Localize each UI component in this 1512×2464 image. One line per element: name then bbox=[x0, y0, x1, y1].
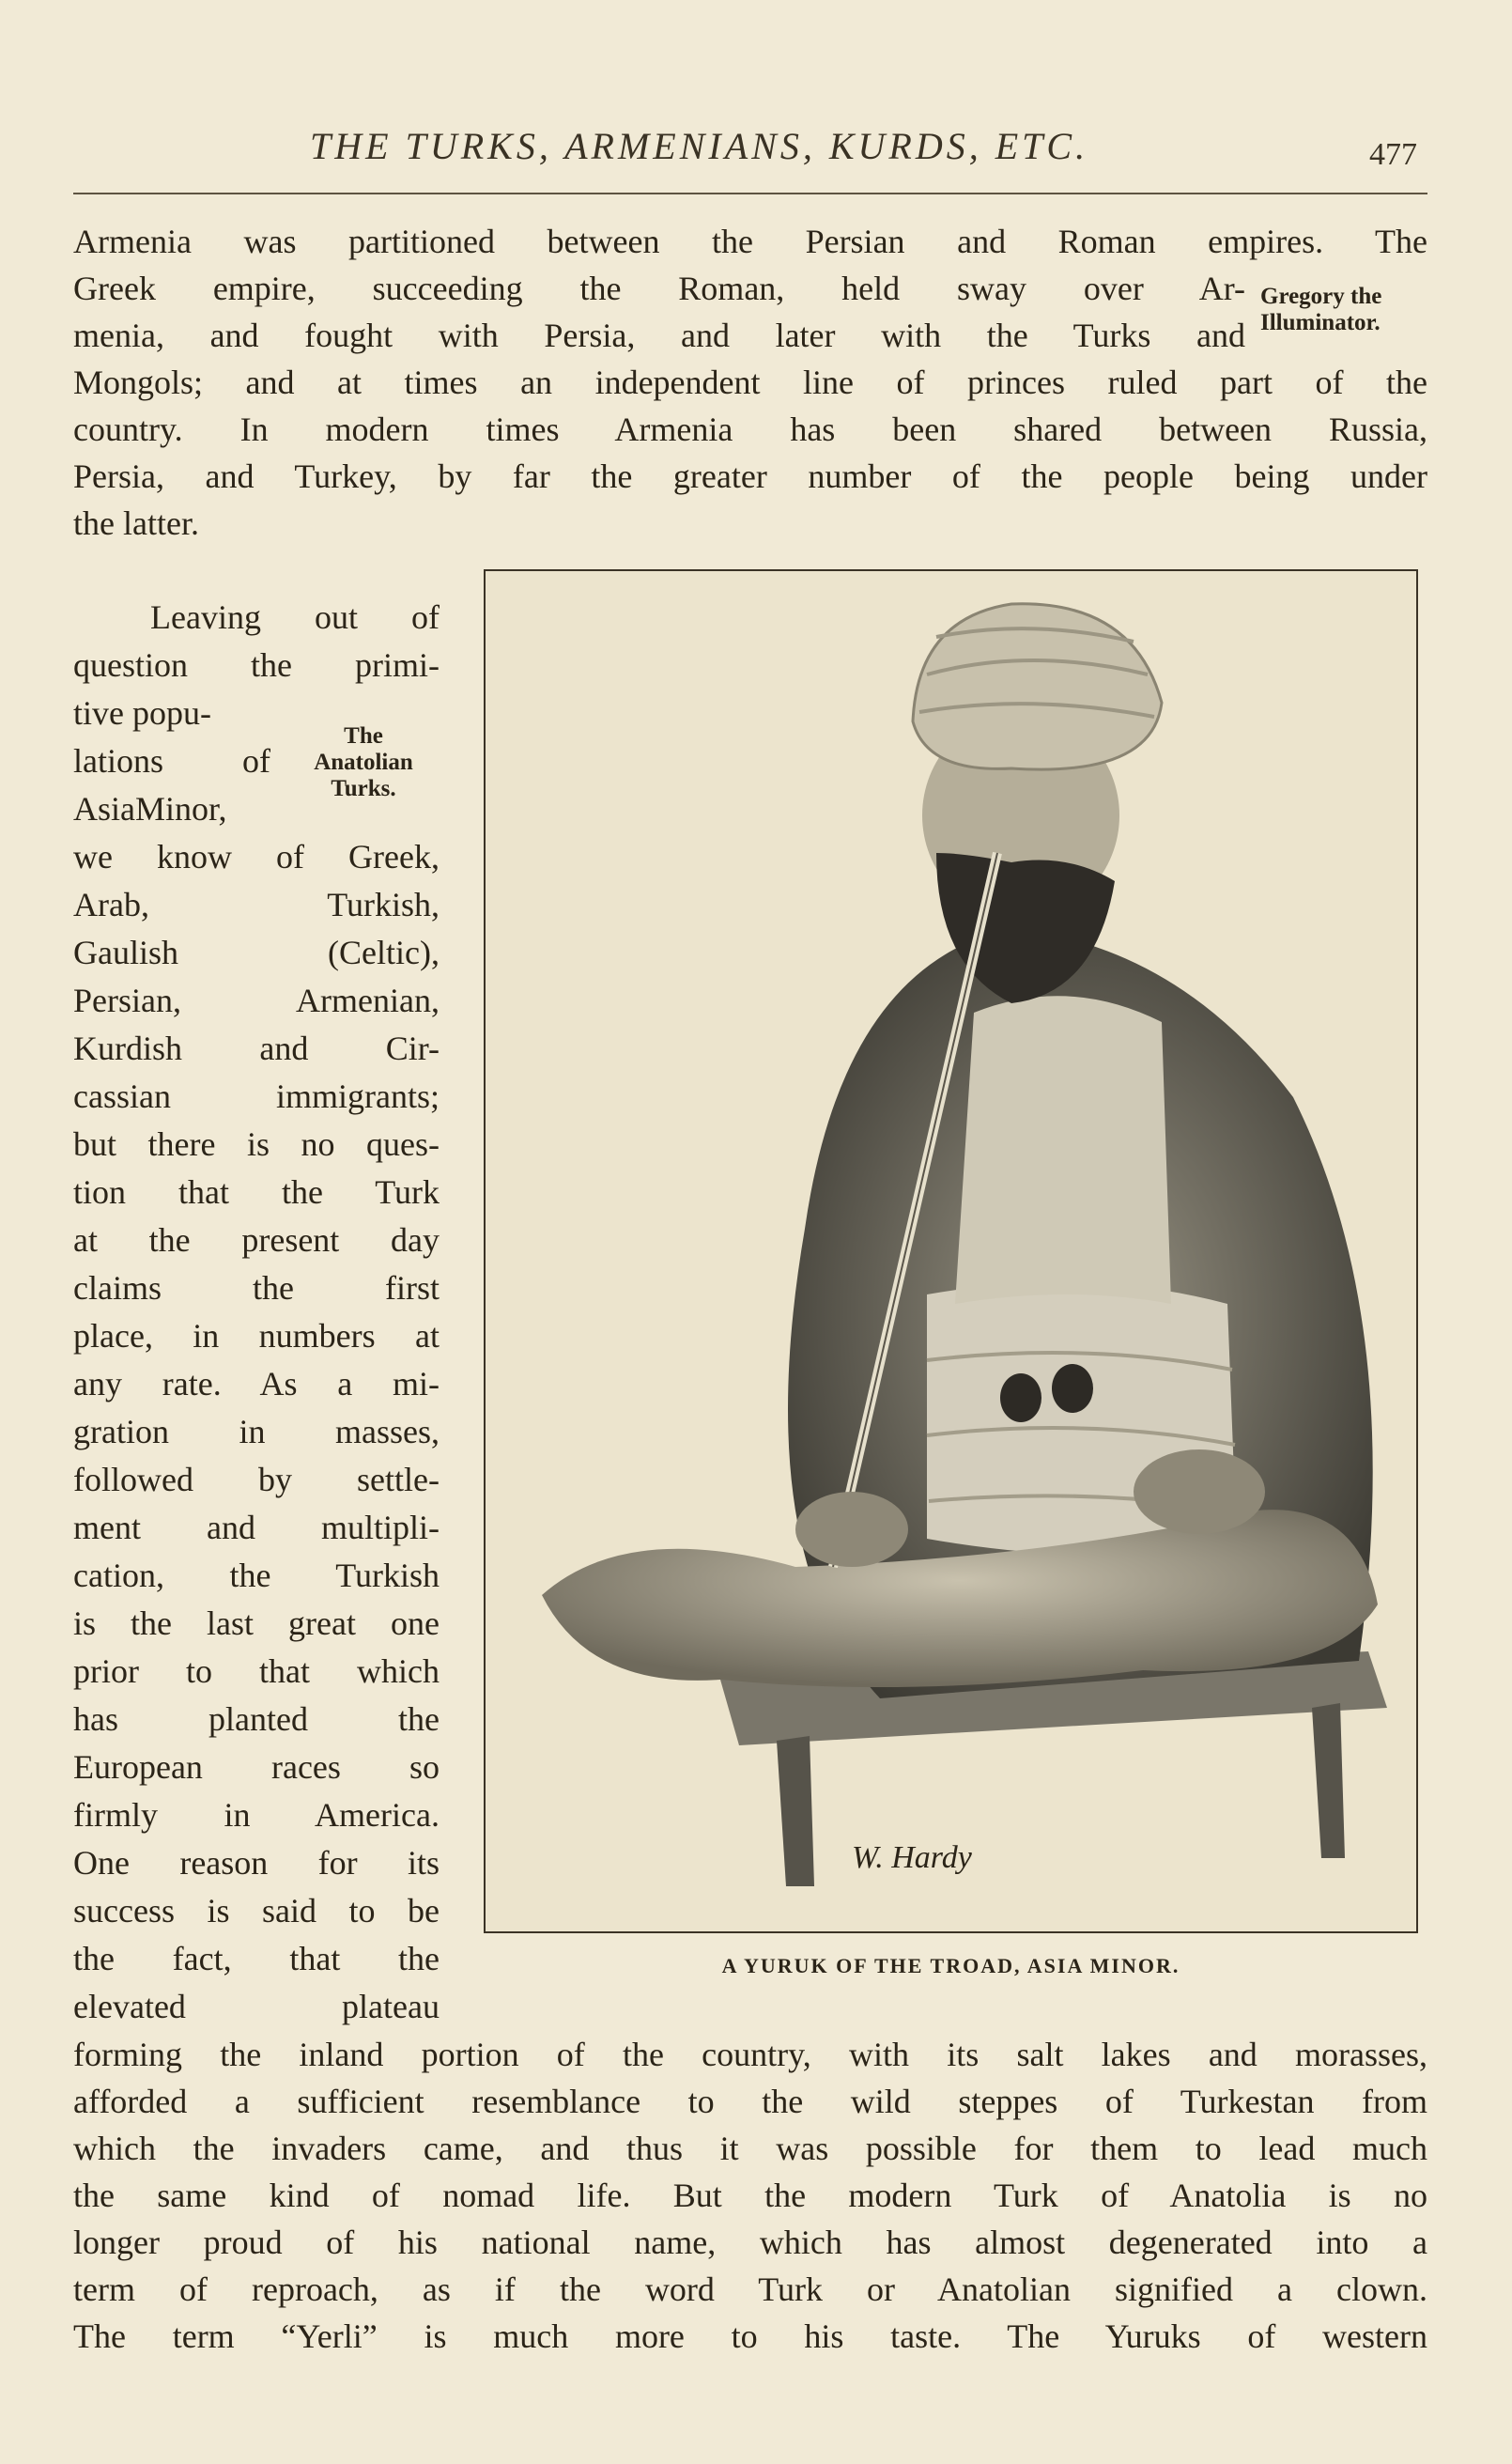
text-line: tive popu- bbox=[73, 694, 211, 732]
text-line: lations of bbox=[73, 742, 270, 780]
text-line: ment and multipli- bbox=[73, 1509, 440, 1546]
running-header: THE TURKS, ARMENIANS, KURDS, ETC. bbox=[310, 125, 1089, 167]
text-line: success is said to be bbox=[73, 1892, 440, 1929]
text-line: followed by settle- bbox=[73, 1461, 440, 1498]
text-line: question the primi- bbox=[73, 646, 440, 684]
text-line: European races so bbox=[73, 1748, 440, 1786]
hand bbox=[795, 1492, 908, 1567]
text-line: has planted the bbox=[73, 1700, 440, 1738]
text-line: we know of Greek, bbox=[73, 838, 440, 876]
text-line: Kurdish and Cir- bbox=[73, 1030, 440, 1067]
stool-leg bbox=[1312, 1703, 1345, 1858]
text-line: afforded a sufficient resemblance to the wild steppes of Turkestan from bbox=[73, 2083, 1427, 2120]
text-line: at the present day bbox=[73, 1221, 440, 1259]
margin-note-line: Gregory the bbox=[1260, 284, 1382, 309]
text-line: One reason for its bbox=[73, 1844, 440, 1882]
text-line: claims the first bbox=[73, 1269, 440, 1307]
text-line: forming the inland portion of the country, with its salt lakes and morasses, bbox=[73, 2036, 1427, 2073]
text-line: Mongols; and at times an independent line of princes ruled part of the bbox=[73, 364, 1427, 401]
seated-man-illustration bbox=[486, 571, 1416, 1931]
text-line: Armenia was partitioned between the Persian and Roman empires. The bbox=[73, 223, 1427, 260]
stool-leg bbox=[777, 1736, 814, 1886]
text-line: AsiaMinor, bbox=[73, 790, 227, 828]
page-number: 477 bbox=[1369, 137, 1417, 172]
text-line: country. In modern times Armenia has been shared between Russia, bbox=[73, 411, 1427, 448]
text-line: Arab, Turkish, bbox=[73, 886, 440, 923]
text-line: but there is no ques- bbox=[73, 1125, 440, 1163]
text-line: firmly in America. bbox=[73, 1796, 440, 1834]
dagger-hilt bbox=[1052, 1364, 1093, 1413]
text-line: term of reproach, as if the word Turk or Anatolian signified a clown. bbox=[73, 2270, 1427, 2308]
margin-note-line: The bbox=[344, 723, 383, 749]
shirt bbox=[955, 996, 1171, 1304]
text-line: Persian, Armenian, bbox=[73, 982, 440, 1019]
margin-note-anatolian-turks bbox=[293, 723, 434, 802]
text-line: Greek empire, succeeding the Roman, held sway over Ar- bbox=[73, 270, 1245, 307]
text-line: Gaulish (Celtic), bbox=[73, 934, 440, 971]
text-line: menia, and fought with Persia, and later with the Turks and bbox=[73, 317, 1245, 354]
text-line: any rate. As a mi- bbox=[73, 1365, 440, 1402]
text-line: the fact, that the bbox=[73, 1940, 440, 1977]
text-line: the same kind of nomad life. But the modern Turk of Anatolia is no bbox=[73, 2177, 1427, 2214]
text-line: The term “Yerli” is much more to his taste. The Yuruks of western bbox=[73, 2317, 1427, 2355]
text-line: which the invaders came, and thus it was possible for them to lead much bbox=[73, 2130, 1427, 2167]
dagger-hilt bbox=[1000, 1373, 1041, 1422]
text-line: Persia, and Turkey, by far the greater number of the people being under bbox=[73, 457, 1427, 495]
text-line: the latter. bbox=[73, 504, 199, 542]
margin-note-gregory bbox=[1260, 284, 1381, 336]
text-line: elevated plateau bbox=[73, 1988, 440, 2025]
figure-illustration bbox=[484, 569, 1418, 1933]
text-line: tion that the Turk bbox=[73, 1173, 440, 1211]
text-line: Leaving out of bbox=[150, 598, 440, 636]
hand bbox=[1134, 1449, 1265, 1534]
text-line: is the last great one bbox=[73, 1604, 440, 1642]
text-line: cassian immigrants; bbox=[73, 1077, 440, 1115]
margin-note-line: Turks. bbox=[331, 776, 396, 801]
header-rule bbox=[73, 193, 1427, 194]
text-line: cation, the Turkish bbox=[73, 1557, 440, 1594]
text-line: gration in masses, bbox=[73, 1413, 440, 1450]
margin-note-line: Illuminator. bbox=[1260, 310, 1381, 335]
text-line: longer proud of his national name, which has almost degenerated into a bbox=[73, 2224, 1427, 2261]
text-line: prior to that which bbox=[73, 1652, 440, 1690]
margin-note-line: Anatolian bbox=[314, 750, 413, 775]
text-line: place, in numbers at bbox=[73, 1317, 440, 1355]
artist-signature: W. Hardy bbox=[852, 1840, 972, 1875]
figure-caption: A YURUK OF THE TROAD, ASIA MINOR. bbox=[721, 1954, 1180, 1977]
